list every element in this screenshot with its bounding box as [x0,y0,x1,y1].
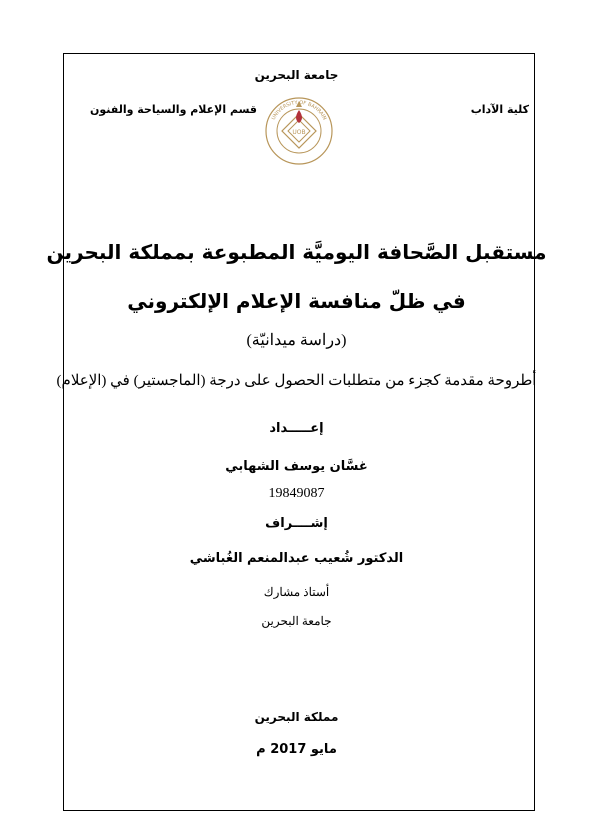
prepared-by-label: إعـــــداد [269,421,324,436]
thesis-title-line1: مستقبل الصَّحافة اليوميَّة المطبوعة بمملكة البحرين [46,240,547,264]
supervisor-rank: أستاذ مشارك [263,585,330,599]
thesis-title-line2: في ظلّ منافسة الإعلام الإلكتروني [127,289,466,313]
svg-text:UOB: UOB [292,129,306,136]
student-id: 19849087 [268,486,325,501]
supervisor-affiliation: جامعة البحرين [261,614,332,628]
submission-date: مايو 2017 م [256,742,337,757]
country: مملكة البحرين [254,710,339,724]
logo-text: UNIVERSITY OF BAHRAIN [270,99,328,122]
department-name: قسم الإعلام والسياحة والفنون [90,103,257,116]
university-name: جامعة البحرين [254,68,339,82]
author-name: غسَّان يوسف الشهابي [225,459,368,474]
thesis-statement: أطروحة مقدمة كجزء من متطلبات الحصول على درجة (الماجستير) في (الإعلام) [56,373,537,389]
university-logo [264,96,334,166]
supervision-label: إشــــراف [265,516,328,531]
college-name: كلية الآداب [470,103,529,116]
study-type: (دراسة ميدانيّة) [246,332,347,349]
supervisor-name: الدكتور شُعيب عبدالمنعم الغُباشي [189,551,404,566]
